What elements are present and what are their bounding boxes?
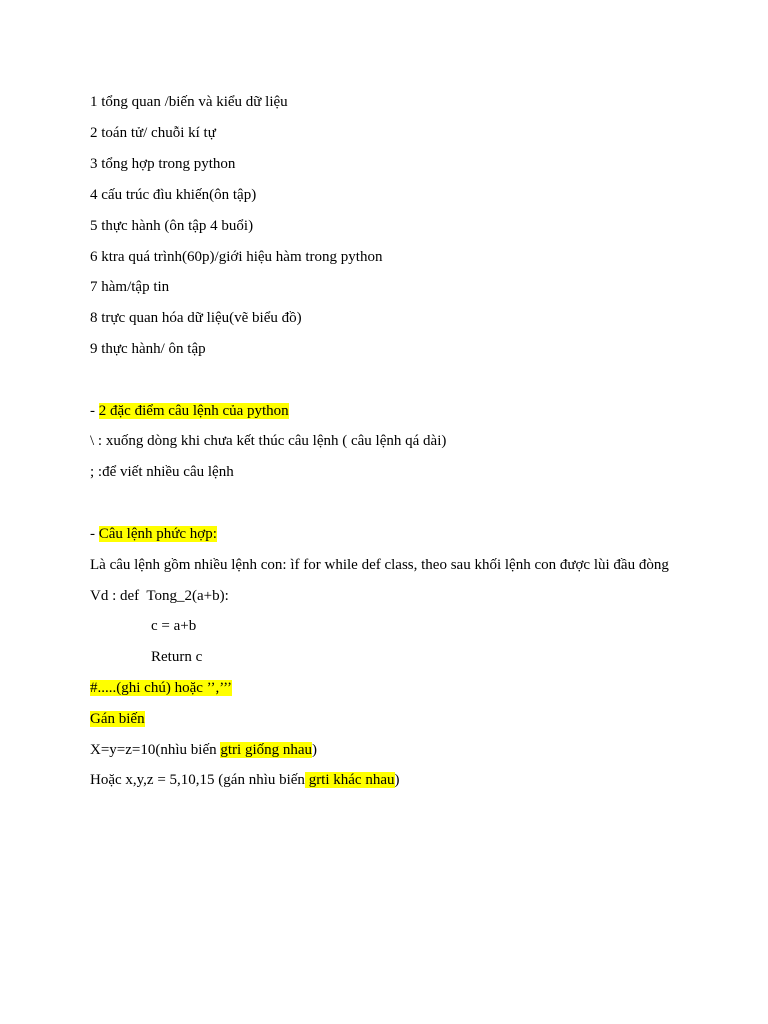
outline-item-1: 1 tổng quan /biến và kiểu dữ liệu [90, 94, 288, 110]
assignment-line-1-suffix: ) [312, 742, 318, 758]
example-body-line-1: c = a+b [151, 618, 197, 634]
comment-note: #.....(ghi chú) hoặc ’’,’’’ [90, 680, 233, 696]
assignment-line-1-highlight: gtri giống nhau [220, 742, 313, 758]
compound-description: Là câu lệnh gồm nhiều lệnh con: ìf for while def class, theo sau khối lệnh con được lùi đầu đòng [90, 557, 669, 573]
assignment-heading: Gán biến [90, 711, 145, 727]
assignment-line-1-prefix: X=y=z=10(nhìu biến [90, 742, 221, 758]
assignment-line-2 [90, 770, 400, 790]
outline-item-3: 3 tổng hợp trong python [90, 156, 236, 172]
outline-item-9: 9 thực hành/ ôn tập [90, 341, 206, 357]
compound-heading-line [90, 524, 217, 544]
compound-heading: Câu lệnh phức hợp: [98, 526, 217, 542]
assignment-line-1 [90, 740, 317, 760]
comment-note-line [90, 678, 232, 698]
example-def-line: Vd : def Tong_2(a+b): [90, 588, 229, 604]
assignment-line-2-highlight: grti khác nhau [304, 772, 395, 788]
features-line-2: ; :để viết nhiều câu lệnh [90, 464, 234, 480]
outline-item-6: 6 ktra quá trình(60p)/giới hiệu hàm trong python [90, 249, 383, 265]
outline-item-5: 5 thực hành (ôn tập 4 buổi) [90, 218, 254, 234]
bullet-dash: - [90, 526, 99, 542]
assignment-line-2-suffix: ) [394, 772, 400, 788]
features-heading-line [90, 401, 289, 421]
outline-item-8: 8 trực quan hóa dữ liệu(vẽ biểu đồ) [90, 310, 302, 326]
outline-item-7: 7 hàm/tập tin [90, 279, 170, 295]
outline-item-2: 2 toán tử/ chuỗi kí tự [90, 125, 216, 141]
assignment-line-2-prefix: Hoặc x,y,z = 5,10,15 (gán nhìu biến [90, 772, 305, 788]
outline-item-4: 4 cấu trúc đìu khiến(ôn tập) [90, 187, 257, 203]
features-line-1: \ : xuống dòng khi chưa kết thúc câu lệnh ( câu lệnh qá dài) [90, 433, 447, 449]
assignment-heading-line [90, 709, 145, 729]
example-body-line-2: Return c [151, 649, 203, 665]
bullet-dash: - [90, 403, 99, 419]
features-heading: 2 đặc điểm câu lệnh của python [98, 403, 289, 419]
